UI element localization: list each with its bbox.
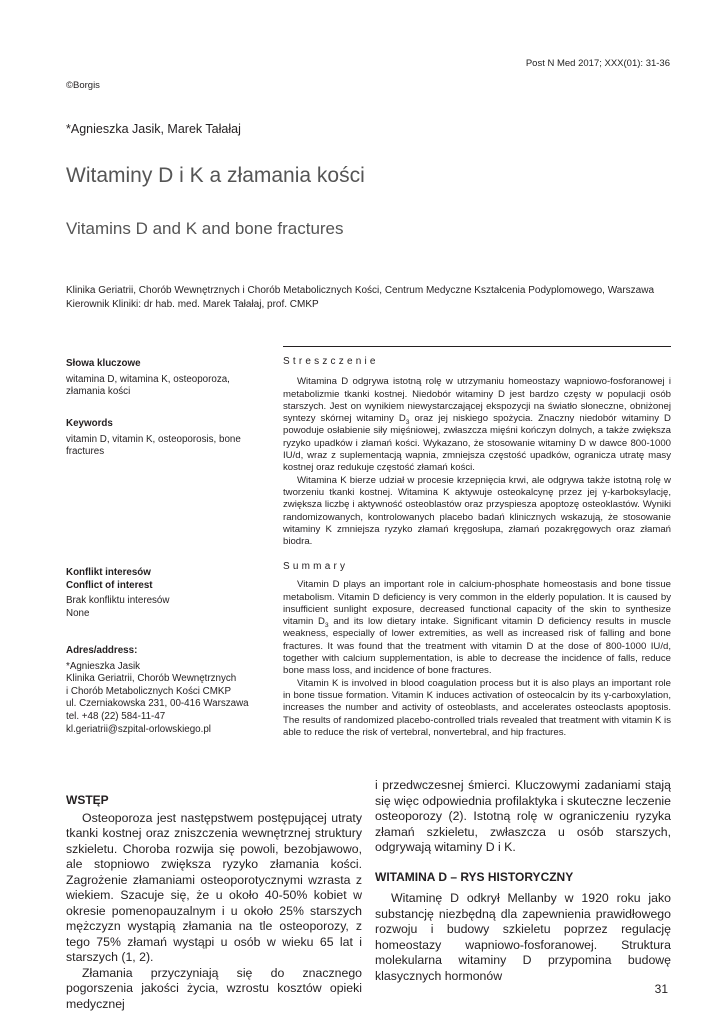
keywords-en [66,418,266,459]
keywords-en-heading: Keywords [66,418,113,429]
summary-paragraph: Vitamin K is involved in blood coagulation process but it is also plays an important role in bone tissue formation. Vitamin K induces activation of osteocalcin by its γ-carboxylation, increases the number and activity of osteoblasts, and accelerates osteoclasts apoptosis. The results of randomized placebo-controlled trials revealed that treatment with vitamin K is able to reduce the risk of vertebral, nonvertebral, and hip fractures. [283,677,671,738]
conflict-of-interest [66,567,266,620]
address-line: tel. +48 (22) 584-11-47 [66,710,166,722]
section-heading-wstep: WSTĘP [66,793,109,807]
publisher-mark: ©Borgis [66,80,100,91]
streszczenie [283,356,671,548]
journal-citation: Post N Med 2017; XXX(01): 31-36 [525,58,670,69]
page-number: 31 [654,982,668,996]
summary-paragraph: Vitamin D plays an important role in calcium-phosphate homeostasis and bone tissue metabolism. Vitamin D deficiency is very common in the elderly population. It is caused by insufficient sunlight exposure, decreased functional capacity of the skin to synthesize vitamin $D_3$ and its low dietary intake. Significant vitamin D deficiency results in muscle weakness, especially of lower extremities, as well as increased risk of falling and bone fractures. It was found that the treatment with vitamin D at the dose of 800-1000 IU/d, together with calcium supplementation, is able to decrease the incidence of falls, reduce bone mass loss, and incidence of bone fractures. [283,579,671,677]
keywords-pl [66,358,266,399]
streszczenie-heading: Streszczenie [283,356,379,367]
title-polish: Witaminy D i K a złamania kości [66,164,365,187]
affiliation-line: Klinika Geriatrii, Chorób Wewnętrznych i Chorób Metabolicznych Kości, Centrum Medyczne Kształcenia Podyplomowego, Warszawa [66,285,655,296]
body-left-column [66,793,362,1012]
affiliation [66,284,672,312]
streszczenie-paragraph: Witamina K bierze udział w procesie krzepnięcia krwi, ale odgrywa także istotną rolę w tworzeniu tkanki kostnej. Witamina K aktywuje osteokalcynę przez jej γ-karboksylację, zwiększa liczbę i aktywność osteoblastów oraz przyspiesza apoptozę osteoklastów. Wyniki randomizowanych, kontrolowanych placebo badań klinicznych wskazują, że stosowanie witaminy K zmniejsza ryzyko złamań kręgosłupa, złamań pozakręgowych oraz złamań biodra. [283,474,671,548]
authors: *Agnieszka Jasik, Marek Tałałaj [66,122,241,136]
divider [283,346,671,347]
conflict-heading-en: Conflict of interest [66,579,153,591]
summary [283,561,671,739]
address-heading: Adres/address: [66,645,138,656]
section-heading-witamina-d: WITAMINA D – RYS HISTORYCZNY [375,869,574,884]
address-line: i Chorób Metabolicznych Kości CMKP [66,685,231,697]
keywords-pl-heading: Słowa kluczowe [66,358,141,369]
conflict-heading-pl: Konflikt interesów [66,567,151,578]
summary-heading: Summary [283,561,349,572]
affiliation-head: Kierownik Kliniki: dr hab. med. Marek Tałałaj, prof. CMKP [66,299,319,310]
address-email: kl.geriatrii@szpital-orlowskiego.pl [66,723,211,735]
conflict-pl: Brak konfliktu interesów [66,595,170,607]
conflict-en: None [66,607,90,619]
keywords-pl-text: witamina D, witamina K, osteoporoza, złamania kości [66,373,230,398]
body-paragraph: Złamania przyczyniają się do znacznego pogorszenia jakości życia, wzrostu kosztów opieki medycznej [66,965,362,1011]
address-line: ul. Czerniakowska 231, 00-416 Warszawa [66,698,249,710]
keywords-en-text: vitamin D, vitamin K, osteoporosis, bone fractures [66,433,241,458]
streszczenie-paragraph: Witamina D odgrywa istotną rolę w utrzymaniu homeostazy wapniowo-fosforanowej i metabolizmie tkanki kostnej. Niedobór witaminy D jest bardzo częsty w populacji osób starszych. Jest on wynikiem niewystarczającej ekspozycji na światło słoneczne, obniżonej syntezy skórnej witaminy $D_3$ oraz jej niskiego spożycia. Znaczny niedobór witaminy D powoduje osłabienie siły mięśniowej, zwłaszcza mięśni kończyn dolnych, a także zwiększa ryzyko upadków i złamań kości. Wykazano, że stosowanie witaminy D w dawce 800-1000 IU/d, wraz z suplementacją wapnia, zmniejsza częstość upadków, ogranicza utratę masy kostnej oraz redukuje częstość złamań kości. [283,376,671,474]
address-line: Klinika Geriatrii, Chorób Wewnętrznych [66,673,237,685]
body-paragraph: i przedwczesnej śmierci. Kluczowymi zadaniami stają się więc odpowiednia profilaktyka i skuteczne leczenie osteoporozy (2). Istotną rolę w ograniczeniu ryzyka złamań szkieletu, zwłaszcza u osób starszych, odgrywają witaminy D i K. [375,778,671,854]
title-english: Vitamins D and K and bone fractures [66,219,344,238]
body-right-column [375,778,671,984]
body-paragraph: Witaminę D odkrył Mellanby w 1920 roku jako substancję niezbędną dla zapewnienia prawidłowego rozwoju i budowy szkieletu poprzez regulację homeostazy wapniowo-fosforanowej. Struktura molekularna witaminy D przypomina budowę klasycznych hormonów [375,891,671,983]
correspondence-address [66,645,266,736]
body-paragraph: Osteoporoza jest następstwem postępującej utraty tkanki kostnej oraz zniszczenia wewnętrznej struktury szkieletu. Choroba rozwija się powoli, bezobjawowo, ale stopniowo zwiększa ryzyko złamania kości. Zagrożenie złamaniami osteoporotycznymi wzrasta z wiekiem. Szacuje się, że u około 40-50% kobiet w okresie pomenopauzalnym i u około 25% starszych mężczyzn wystąpią złamania na tle osteoporozy, z tego 75% złamań wystąpi u osób w wieku 65 lat i starszych (1, 2). [66,810,362,964]
address-line: *Agnieszka Jasik [66,660,141,672]
